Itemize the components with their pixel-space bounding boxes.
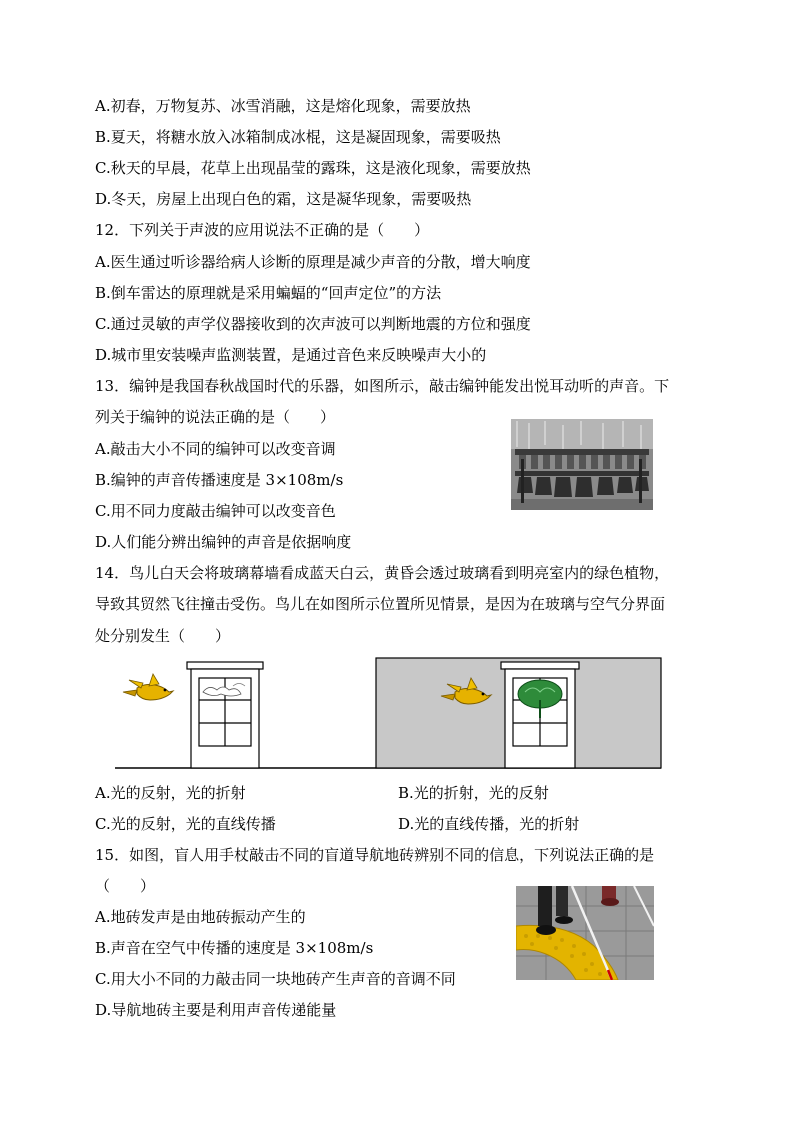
q15-option-b: B.声音在空气中传播的速度是 3×108m/s bbox=[95, 939, 374, 957]
q15-stem-line1: 15．如图，盲人用手杖敲击不同的盲道导航地砖辨别不同的信息，下列说法正确的是 bbox=[95, 846, 655, 864]
q14-option-a: A.光的反射，光的折射 bbox=[95, 784, 246, 802]
bird-window-figure bbox=[115, 656, 665, 772]
q11-option-c: C.秋天的早晨，花草上出现晶莹的露珠，这是液化现象，需要放热 bbox=[95, 159, 531, 177]
q12-option-b: B.倒车雷达的原理就是采用蝙蝠的“回声定位”的方法 bbox=[95, 284, 442, 302]
q15-option-c: C.用大小不同的力敲击同一块地砖产生声音的音调不同 bbox=[95, 970, 456, 988]
q14-stem-line2: 导致其贸然飞往撞击受伤。鸟儿在如图所示位置所见情景，是因为在玻璃与空气分界面 bbox=[95, 595, 666, 613]
q14-stem-line3: 处分别发生（ ） bbox=[95, 627, 231, 645]
q14-option-c: C.光的反射，光的直线传播 bbox=[95, 815, 276, 833]
q14-option-d: D.光的直线传播，光的折射 bbox=[398, 815, 580, 833]
q13-option-c: C.用不同力度敲击编钟可以改变音色 bbox=[95, 502, 336, 520]
q12-option-c: C.通过灵敏的声学仪器接收到的次声波可以判断地震的方位和强度 bbox=[95, 315, 531, 333]
q11-option-b: B.夏天，将糖水放入冰箱制成冰棍，这是凝固现象，需要吸热 bbox=[95, 128, 501, 146]
q15-option-d: D.导航地砖主要是利用声音传递能量 bbox=[95, 1001, 337, 1019]
q14-option-b: B.光的折射，光的反射 bbox=[398, 784, 549, 802]
q12-option-d: D.城市里安装噪声监测装置，是通过音色来反映噪声大小的 bbox=[95, 346, 487, 364]
q11-option-a: A.初春，万物复苏、冰雪消融，这是熔化现象，需要放热 bbox=[95, 97, 471, 115]
q13-option-b: B.编钟的声音传播速度是 3×108m/s bbox=[95, 471, 344, 489]
q13-stem-line1: 13．编钟是我国春秋战国时代的乐器，如图所示，敲击编钟能发出悦耳动听的声音。下 bbox=[95, 377, 670, 395]
q13-option-d: D.人们能分辨出编钟的声音是依据响度 bbox=[95, 533, 352, 551]
q15-option-a: A.地砖发声是由地砖振动产生的 bbox=[95, 908, 306, 926]
q11-option-d: D.冬天，房屋上出现白色的霜，这是凝华现象，需要吸热 bbox=[95, 190, 472, 208]
q15-stem-line2: （ ） bbox=[95, 877, 156, 895]
q12-option-a: A.医生通过听诊器给病人诊断的原理是减少声音的分散，增大响度 bbox=[95, 253, 531, 271]
q13-option-a: A.敲击大小不同的编钟可以改变音调 bbox=[95, 440, 336, 458]
tactile-paving-photo bbox=[516, 886, 654, 980]
q14-stem-line1: 14．鸟儿白天会将玻璃幕墙看成蓝天白云，黄昏会透过玻璃看到明亮室内的绿色植物， bbox=[95, 564, 670, 582]
q12-stem: 12．下列关于声波的应用说法不正确的是（ ） bbox=[95, 221, 430, 239]
bianzhong-photo bbox=[511, 419, 653, 510]
q13-stem-line2: 列关于编钟的说法正确的是（ ） bbox=[95, 408, 336, 426]
